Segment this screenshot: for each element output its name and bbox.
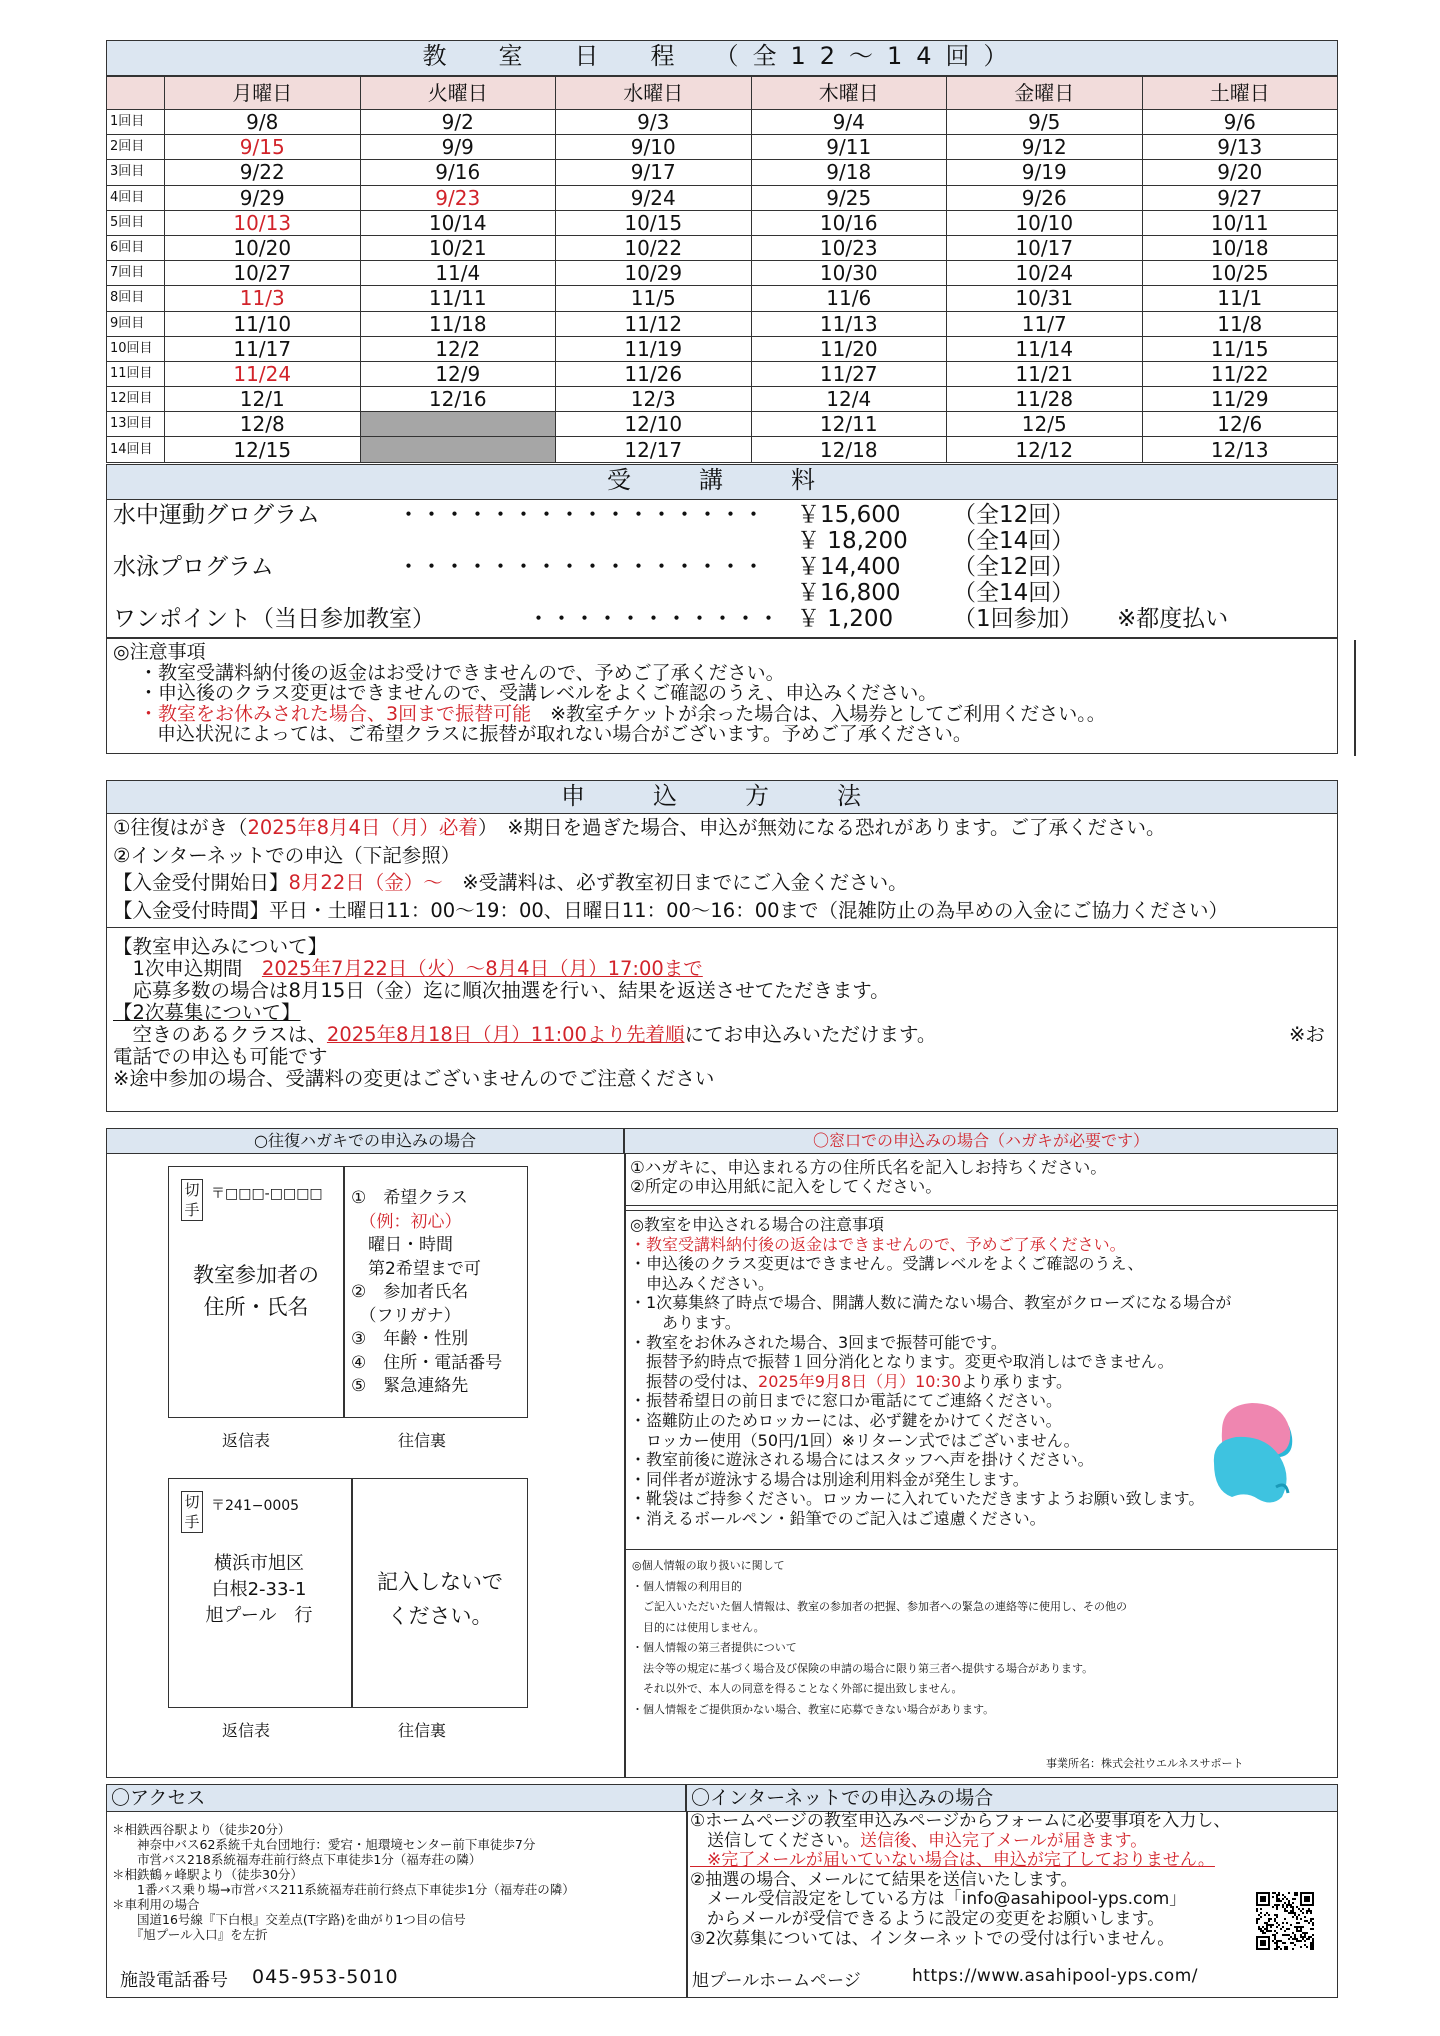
session-date: 10/13 — [165, 210, 361, 235]
session-date: 11/1 — [1142, 286, 1338, 311]
postcard-items — [351, 1187, 502, 1399]
note-red: ・教室をお休みされた場合、3回まで振替可能 — [139, 702, 532, 725]
privacy-line: ・個人情報の第三者提供について — [632, 1641, 797, 1654]
session-date: 12/3 — [556, 387, 752, 412]
fee-note: （全14回） — [953, 580, 1075, 606]
fee-name: ワンポイント（当日参加教室） — [113, 606, 435, 632]
session-date: 12/9 — [360, 361, 556, 386]
session-label: 14回目 — [107, 437, 165, 462]
window-title: 〇窓口での申込みの場合（ハガキが必要です） — [624, 1128, 1338, 1154]
session-date: 12/13 — [1142, 437, 1338, 462]
session-date: 9/5 — [947, 110, 1143, 135]
session-date: 12/5 — [947, 412, 1143, 437]
window-note: 申込みください。 — [630, 1273, 775, 1293]
session-label: 11回目 — [107, 361, 165, 386]
stamp-box: 切手 — [181, 1491, 203, 1533]
fee-name: 水中運動グログラム — [113, 502, 320, 528]
session-label: 2回目 — [107, 135, 165, 160]
internet-line: からメールが受信できるように設定の変更をお願いします。 — [690, 1908, 1165, 1929]
postcard-reply-card — [168, 1166, 528, 1418]
access-line: 神奈中バス62系統千丸台団地行：愛宕・旭環境センター前下車徒歩7分 — [112, 1837, 536, 1852]
internet-steps — [690, 1812, 1250, 1949]
privacy-line: それ以外で、本人の同意を得ることなく外部に提出致しません。 — [632, 1682, 963, 1695]
weekday-header: 木曜日 — [751, 77, 947, 110]
session-date: 9/9 — [360, 135, 556, 160]
session-date: 11/20 — [751, 336, 947, 361]
second-period: 2025年8月18日（月）11:00より先着順 — [326, 1023, 685, 1046]
session-date: 11/11 — [360, 286, 556, 311]
apply-methods — [106, 814, 1338, 928]
session-date: 9/19 — [947, 160, 1143, 185]
window-note: ・消えるボールペン・鉛筆でのご記入はご遠慮ください。 — [630, 1508, 1046, 1528]
session-date: 9/26 — [947, 185, 1143, 210]
address-line: 住所・氏名 — [203, 1295, 309, 1319]
reply-address-label — [169, 1259, 343, 1323]
window-note: あります。 — [630, 1312, 741, 1332]
window-note: ・教室をお休みされた場合、3回まで振替可能です。 — [630, 1332, 1007, 1352]
session-date: 10/20 — [165, 235, 361, 260]
phone-label: 施設電話番号 — [120, 1970, 228, 1991]
session-label: 9回目 — [107, 311, 165, 336]
fee-price: ￥16,800 — [797, 580, 901, 606]
session-date: 11/17 — [165, 336, 361, 361]
session-date: 9/11 — [751, 135, 947, 160]
apply-deadline: 2025年8月4日（月）必着 — [247, 816, 478, 839]
window-note-red: ・教室受講料納付後の返金はできませんので、予めご了承ください。 — [630, 1234, 1126, 1254]
homepage-label: 旭プールホームページ — [692, 1971, 861, 1991]
window-note: ・同伴者が遊泳する場合は別途利用料金が発生します。 — [630, 1469, 1029, 1489]
apply-line: 応募多数の場合は8月15日（金）迄に順次抽選を行い、結果を返送させてただきます。 — [113, 979, 890, 1002]
window-note: より承ります。 — [961, 1371, 1072, 1391]
privacy-line: 目的には使用しません。 — [632, 1620, 765, 1634]
apply-line: ※受講料は、必ず教室初日までにご入金ください。 — [442, 871, 908, 894]
address-line: 旭プール 行 — [205, 1605, 313, 1626]
session-date: 10/15 — [556, 210, 752, 235]
session-date: 9/29 — [165, 185, 361, 210]
session-date: 10/27 — [165, 261, 361, 286]
session-date: 10/23 — [751, 235, 947, 260]
notes-heading: ◎注意事項 — [113, 641, 206, 663]
access-line: ＊車利用の場合 — [112, 1897, 200, 1912]
no-write-line: ください。 — [387, 1604, 493, 1628]
postcard-item: ② 参加者氏名 — [351, 1282, 469, 1302]
internet-line: ③2次募集については、インターネットでの受付は行いません。 — [690, 1928, 1175, 1949]
session-date: 10/17 — [947, 235, 1143, 260]
window-note: 振替予約時点で振替１回分消化となります。変更や取消しはできません。 — [630, 1352, 1174, 1372]
session-date: 11/7 — [947, 311, 1143, 336]
session-date: 11/28 — [947, 387, 1143, 412]
session-label: 5回目 — [107, 210, 165, 235]
session-date: 12/6 — [1142, 412, 1338, 437]
session-date: 12/12 — [947, 437, 1143, 462]
window-notes-list — [630, 1254, 1334, 1372]
session-date: 9/4 — [751, 110, 947, 135]
weekday-header-row — [107, 77, 1338, 110]
fees-title: 受 講 料 — [106, 464, 1338, 500]
session-date: 12/16 — [360, 387, 556, 412]
kickboard-icon — [1196, 1401, 1316, 1511]
session-date: 11/27 — [751, 361, 947, 386]
session-date: 12/15 — [165, 437, 361, 462]
qr-code-icon[interactable] — [1256, 1892, 1314, 1950]
session-date: 10/10 — [947, 210, 1143, 235]
session-date: 12/1 — [165, 387, 361, 412]
session-date: 11/5 — [556, 286, 752, 311]
weekday-header: 水曜日 — [556, 77, 752, 110]
session-date: 9/15 — [165, 135, 361, 160]
homepage-url[interactable]: https://www.asahipool-yps.com/ — [912, 1966, 1198, 1986]
session-date: 10/14 — [360, 210, 556, 235]
session-label: 8回目 — [107, 286, 165, 311]
caption: 返信表 — [222, 1721, 271, 1740]
corner-cell — [107, 77, 165, 110]
schedule-title: 教 室 日 程 （全12～14回） — [106, 40, 1338, 76]
session-date: 9/3 — [556, 110, 752, 135]
fees-box — [106, 500, 1338, 638]
schedule-row — [107, 311, 1338, 336]
schedule-row — [107, 361, 1338, 386]
postcard-outgoing-card — [168, 1478, 528, 1708]
caption: 往信裏 — [398, 1431, 447, 1450]
apply-line: 【教室申込みについて】 — [113, 935, 328, 958]
window-note: 振替の受付は、 — [630, 1371, 759, 1391]
session-date: 9/8 — [165, 110, 361, 135]
fee-note: （全14回） — [953, 528, 1075, 554]
session-date: 9/23 — [360, 185, 556, 210]
schedule-row — [107, 235, 1338, 260]
postcard-item: 曜日・時間 — [351, 1235, 453, 1255]
postcard-item: ③ 年齢・性別 — [351, 1329, 469, 1349]
weekday-header: 金曜日 — [947, 77, 1143, 110]
payment-start: 8月22日（金）～ — [288, 871, 443, 894]
session-date: 9/22 — [165, 160, 361, 185]
session-date: 11/21 — [947, 361, 1143, 386]
session-label: 4回目 — [107, 185, 165, 210]
session-date: 11/18 — [360, 311, 556, 336]
apply-line: にてお申込みいただけます。 — [684, 1023, 937, 1046]
session-date — [360, 412, 556, 437]
internet-line: ①ホームページの教室申込みページからフォームに必要事項を入力し、 — [690, 1811, 1231, 1831]
internet-line: ②抽選の場合、メールにて結果を送信いたします。 — [690, 1869, 1078, 1890]
schedule-row — [107, 261, 1338, 286]
session-label: 3回目 — [107, 160, 165, 185]
privacy-line: ・個人情報をご提供頂かない場合、教室に応募できない場合があります。 — [632, 1702, 995, 1716]
apply-line: 【2次募集について】 — [113, 1001, 301, 1024]
edge-mark — [1354, 640, 1356, 756]
phone-number: 045-953-5010 — [252, 1966, 399, 1988]
session-date: 10/30 — [751, 261, 947, 286]
window-note: ・振替希望日の前日までに窓口か電話にてご連絡ください。 — [630, 1391, 1063, 1411]
fee-note: （全12回） — [953, 502, 1075, 528]
session-date: 11/6 — [751, 286, 947, 311]
transfer-start: 2025年9月8日（月）10:30 — [758, 1371, 962, 1391]
first-period: 2025年7月22日（火）～8月4日（月）17:00まで — [261, 957, 703, 980]
apply-line: 1次申込期間 — [113, 957, 262, 980]
zip-code: 〒241−0005 — [211, 1498, 300, 1514]
window-note: ・1次募集終了時点で場合、開講人数に満たない場合、教室がクローズになる場合が — [630, 1293, 1232, 1313]
session-date: 9/20 — [1142, 160, 1338, 185]
note-line: ・申込後のクラス変更はできませんので、受講レベルをよくご確認のうえ、申込みください。 — [139, 682, 938, 704]
session-date: 11/12 — [556, 311, 752, 336]
privacy-policy — [630, 1556, 1330, 1720]
apply-line: ） ※期日を過ぎた場合、申込が無効になる恐れがあります。ご了承ください。 — [477, 816, 1166, 839]
session-date: 9/17 — [556, 160, 752, 185]
apply-line: 空きのあるクラスは、 — [113, 1023, 327, 1046]
fee-price: ￥14,400 — [797, 554, 901, 580]
session-date: 11/10 — [165, 311, 361, 336]
window-note: ・教室前後に遊泳される場合にはスタッフへ声を掛けください。 — [630, 1450, 1094, 1470]
weekday-header: 土曜日 — [1142, 77, 1338, 110]
fee-name: 水泳プログラム — [113, 554, 274, 580]
schedule-row — [107, 110, 1338, 135]
no-write-note — [353, 1565, 527, 1633]
privacy-line: 法令等の規定に基づく場合及び保険の申請の場合に限り第三者へ提供する場合があります。 — [632, 1661, 1094, 1675]
session-label: 7回目 — [107, 261, 165, 286]
session-date: 11/22 — [1142, 361, 1338, 386]
session-date: 9/25 — [751, 185, 947, 210]
apply-line: ※お — [1289, 1023, 1325, 1046]
access-line: 『旭プール入口』を左折 — [112, 1927, 268, 1942]
session-date: 10/24 — [947, 261, 1143, 286]
session-date: 12/11 — [751, 412, 947, 437]
stamp-box: 切手 — [181, 1179, 203, 1221]
postcard-item: 第2希望まで可 — [351, 1258, 481, 1279]
session-date: 10/16 — [751, 210, 947, 235]
apply-line: ①往復はがき（ — [113, 816, 248, 839]
postcard-item: （フリガナ） — [351, 1305, 461, 1326]
session-date: 12/18 — [751, 437, 947, 462]
fee-price: ￥15,600 — [797, 502, 901, 528]
window-steps — [626, 1156, 1338, 1206]
schedule-row — [107, 160, 1338, 185]
session-date: 12/10 — [556, 412, 752, 437]
postcard-item: ⑤ 緊急連絡先 — [351, 1376, 469, 1396]
fee-price: ￥ 18,200 — [797, 528, 908, 554]
session-date: 11/29 — [1142, 387, 1338, 412]
session-date: 11/13 — [751, 311, 947, 336]
session-label: 13回目 — [107, 412, 165, 437]
session-date: 12/17 — [556, 437, 752, 462]
schedule-row — [107, 286, 1338, 311]
schedule-row — [107, 437, 1338, 462]
session-date: 10/21 — [360, 235, 556, 260]
session-date: 9/10 — [556, 135, 752, 160]
address-line: 白根2-33-1 — [211, 1579, 307, 1600]
fee-dots: ・・・・・・・・・・・・・・・・ — [397, 554, 765, 580]
session-date: 9/13 — [1142, 135, 1338, 160]
privacy-line: ◎個人情報の取り扱いに関して — [632, 1559, 785, 1572]
caption: 返信表 — [222, 1431, 271, 1450]
session-date: 9/6 — [1142, 110, 1338, 135]
pool-address — [169, 1551, 349, 1629]
weekday-header: 火曜日 — [360, 77, 556, 110]
internet-title: 〇インターネットでの申込みの場合 — [686, 1784, 1338, 1812]
fee-dots: ・・・・・・・・・・・ — [527, 606, 780, 632]
access-line: 国道16号線『下白根』交差点(T字路)を曲がり1つ目の信号 — [112, 1912, 466, 1927]
apply-details — [106, 928, 1338, 1112]
postcard-title: ○往復ハガキでの申込みの場合 — [106, 1128, 624, 1154]
apply-title: 申 込 方 法 — [106, 780, 1338, 814]
caption: 往信裏 — [398, 1721, 447, 1740]
privacy-line: ご記入いただいた個人情報は、教室の参加者の把握、参加者への緊急の連絡等に使用し、その他の — [632, 1600, 1127, 1613]
session-date: 10/29 — [556, 261, 752, 286]
session-date: 10/25 — [1142, 261, 1338, 286]
schedule-row — [107, 185, 1338, 210]
apply-line: 電話での申込も可能です — [113, 1045, 328, 1068]
access-line: 市営バス218系統福寿荘前行終点下車徒歩1分（福寿荘の隣） — [112, 1852, 482, 1867]
weekday-header: 月曜日 — [165, 77, 361, 110]
postcard-item: ④ 住所・電話番号 — [351, 1352, 503, 1373]
schedule-row — [107, 412, 1338, 437]
session-label: 6回目 — [107, 235, 165, 260]
fee-dots: ・・・・・・・・・・・・・・・・ — [397, 502, 765, 528]
fee-price: ￥ 1,200 — [797, 606, 894, 632]
window-step: ②所定の申込用紙に記入をしてください。 — [630, 1177, 942, 1196]
window-step: ①ハガキに、申込まれる方の住所氏名を記入しお持ちください。 — [630, 1158, 1107, 1177]
session-date: 11/15 — [1142, 336, 1338, 361]
access-line: 1番バス乗り場→市営バス211系統福寿荘前行終点下車徒歩1分（福寿荘の隣） — [112, 1882, 575, 1897]
internet-line: 送信してください。 — [690, 1830, 860, 1851]
address-line: 教室参加者の — [193, 1263, 319, 1287]
session-date: 10/18 — [1142, 235, 1338, 260]
schedule-row — [107, 210, 1338, 235]
schedule-table — [106, 76, 1338, 463]
access-line: ＊相鉄鶴ヶ峰駅より（徒歩30分） — [112, 1867, 303, 1882]
privacy-line: ・個人情報の利用目的 — [632, 1579, 742, 1593]
session-label: 10回目 — [107, 336, 165, 361]
card-divider — [343, 1167, 345, 1417]
no-write-line: 記入しないで — [377, 1570, 503, 1594]
internet-line-red: ※完了メールが届いていない場合は、申込が完了しておりません。 — [690, 1850, 1215, 1871]
session-date: 12/4 — [751, 387, 947, 412]
address-line: 横浜市旭区 — [214, 1553, 304, 1574]
session-date: 10/22 — [556, 235, 752, 260]
window-note: ロッカー使用（50円/1回）※リターン式ではございません。 — [630, 1430, 1080, 1450]
company-name: 事業所名：株式会社ウエルネスサポート — [1046, 1757, 1244, 1770]
session-date: 9/16 — [360, 160, 556, 185]
session-date: 11/19 — [556, 336, 752, 361]
postcard-item: ① 希望クラス — [351, 1188, 468, 1208]
session-date: 11/14 — [947, 336, 1143, 361]
internet-line-red: 送信後、申込完了メールが届きます。 — [860, 1830, 1148, 1851]
postcard-item: （例：初心） — [351, 1211, 462, 1232]
session-date: 11/8 — [1142, 311, 1338, 336]
apply-line: ※途中参加の場合、受講料の変更はございませんのでご注意ください — [113, 1067, 715, 1090]
session-date: 9/12 — [947, 135, 1143, 160]
schedule-row — [107, 135, 1338, 160]
window-note: ・靴袋はご持参ください。ロッカーに入れていただきますようお願い致します。 — [630, 1489, 1205, 1509]
session-date: 9/2 — [360, 110, 556, 135]
schedule-row — [107, 336, 1338, 361]
zip-placeholder: 〒□□□-□□□□ — [211, 1186, 323, 1202]
session-date: 9/24 — [556, 185, 752, 210]
session-date: 12/2 — [360, 336, 556, 361]
fee-note: （1回参加） — [953, 606, 1083, 632]
fee-notes — [106, 638, 1338, 754]
window-note: ・申込後のクラス変更はできません。受講レベルをよくご確認のうえ、 — [630, 1254, 1144, 1274]
apply-line: ②インターネットでの申込（下記参照） — [113, 843, 461, 867]
session-date: 12/8 — [165, 412, 361, 437]
access-directions — [112, 1822, 682, 1942]
session-label: 12回目 — [107, 387, 165, 412]
session-date — [360, 437, 556, 462]
window-notes — [626, 1210, 1338, 1550]
session-date: 11/24 — [165, 361, 361, 386]
schedule-row — [107, 387, 1338, 412]
note-line: ・教室受講料納付後の返金はお受けできませんので、予めご了承ください。 — [139, 661, 785, 684]
window-notes-head: ◎教室を申込される場合の注意事項 — [630, 1215, 884, 1234]
apply-line: 【入金受付時間】平日・土曜日11：00～19：00、日曜日11：00～16：00まで（混雑防止の為早めの入金にご協力ください） — [113, 898, 1229, 922]
access-title: 〇アクセス — [106, 1784, 686, 1812]
session-date: 9/27 — [1142, 185, 1338, 210]
session-label: 1回目 — [107, 110, 165, 135]
session-date: 11/26 — [556, 361, 752, 386]
note-line: 申込状況によっては、ご希望クラスに振替が取れない場合がございます。予めご了承ください。 — [157, 723, 972, 745]
session-date: 10/31 — [947, 286, 1143, 311]
apply-line: 【入金受付開始日】 — [113, 871, 289, 894]
note-line: ※教室チケットが余った場合は、入場券としてご利用ください。。 — [531, 702, 1106, 725]
internet-line: メール受信設定をしている方は「info@asahipool-yps.com」 — [690, 1889, 1187, 1910]
session-date: 11/3 — [165, 286, 361, 311]
session-date: 9/18 — [751, 160, 947, 185]
fee-note: （全12回） — [953, 554, 1075, 580]
access-line: ＊相鉄西谷駅より（徒歩20分） — [112, 1822, 291, 1837]
fee-extra: ※都度払い — [1117, 606, 1229, 632]
window-note: ・盗難防止のためロッカーには、必ず鍵をかけてください。 — [630, 1410, 1062, 1430]
schedule-table-wrap — [106, 76, 1338, 463]
footer-divider — [686, 1812, 688, 1998]
session-date: 11/4 — [360, 261, 556, 286]
session-date: 10/11 — [1142, 210, 1338, 235]
